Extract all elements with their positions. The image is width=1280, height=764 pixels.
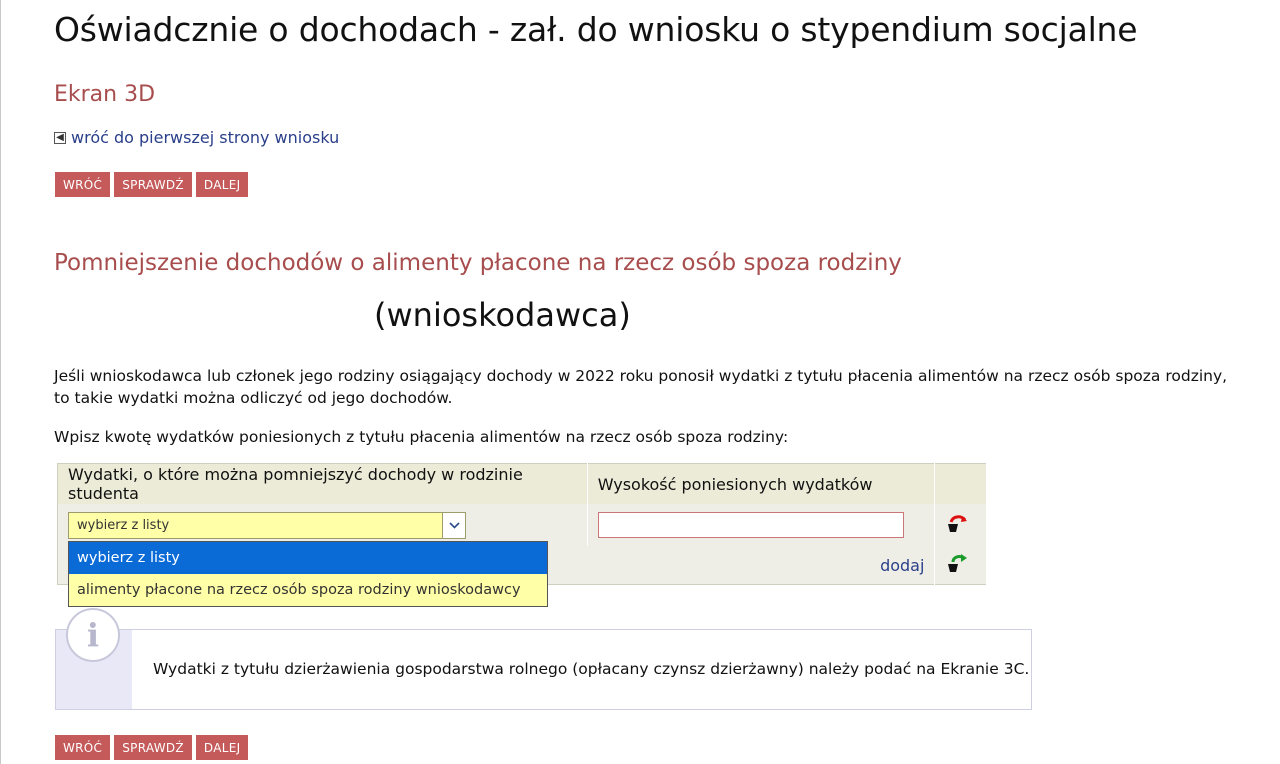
instructions-paragraph: Jeśli wnioskodawca lub członek jego rodziny osiągający dochody w 2022 roku ponosił wydatki z tytułu płacenia alimentów na rzecz osób spoza rodziny, to takie wydatki można odliczyć od jego dochodów. [54, 367, 1228, 407]
column-header-actions [935, 464, 987, 505]
check-button[interactable]: SPRAWDŹ [114, 172, 192, 197]
table-row [58, 504, 987, 546]
add-icon-cell [935, 546, 987, 585]
amount-instructions: Wpisz kwotę wydatków poniesionych z tytułu płacenia alimentów na rzecz osób spoza rodziny: [54, 428, 789, 446]
column-header-amount: Wysokość poniesionych wydatków [587, 464, 935, 505]
next-button[interactable]: DALEJ [196, 172, 249, 197]
back-button-bottom[interactable]: WRÓĆ [55, 735, 110, 760]
table-header-row [58, 464, 987, 505]
next-button-bottom[interactable]: DALEJ [196, 735, 249, 760]
back-to-first-page-link[interactable] [54, 128, 339, 147]
info-text: Wydatki z tytułu dzierżawienia gospodarstwa rolnego (opłacany czynsz dzierżawny) należy podać na Ekranie 3C. [153, 660, 1030, 678]
arrow-left-box-icon: ◀ [54, 132, 66, 144]
back-button[interactable]: WRÓĆ [55, 172, 110, 197]
expense-type-dropdown-list [68, 541, 548, 607]
section-subtitle: (wnioskodawca) [374, 296, 631, 334]
add-row-icon[interactable] [945, 552, 969, 576]
info-box [55, 616, 1032, 710]
back-link-label: wróć do pierwszej strony wniosku [71, 128, 340, 147]
amount-input[interactable] [598, 512, 904, 538]
top-button-row [55, 172, 248, 197]
dropdown-option-alimony[interactable]: alimenty płacone na rzecz osób spoza rodziny wnioskodawcy [77, 582, 521, 598]
remove-row-icon[interactable] [945, 512, 969, 536]
expense-type-cell [58, 504, 588, 546]
amount-cell [587, 504, 935, 546]
dropdown-option-placeholder[interactable]: wybierz z listy [69, 542, 547, 574]
expense-type-select[interactable] [68, 512, 466, 539]
bottom-button-row [55, 735, 248, 760]
add-row-link[interactable]: dodaj [880, 556, 925, 575]
row-action-cell [935, 504, 987, 546]
chevron-down-icon[interactable] [442, 513, 465, 538]
page-title: Oświadcznie o dochodach - zał. do wniosku o stypendium socjalne [54, 10, 1138, 49]
section-title: Pomniejszenie dochodów o alimenty płacone na rzecz osób spoza rodziny [54, 250, 902, 276]
check-button-bottom[interactable]: SPRAWDŹ [114, 735, 192, 760]
column-header-expense-type: Wydatki, o które można pomniejszyć dochody w rodzinie studenta [58, 464, 588, 505]
screen-label: Ekran 3D [54, 82, 156, 107]
select-value: wybierz z listy [77, 517, 170, 533]
info-icon: i [66, 608, 120, 662]
